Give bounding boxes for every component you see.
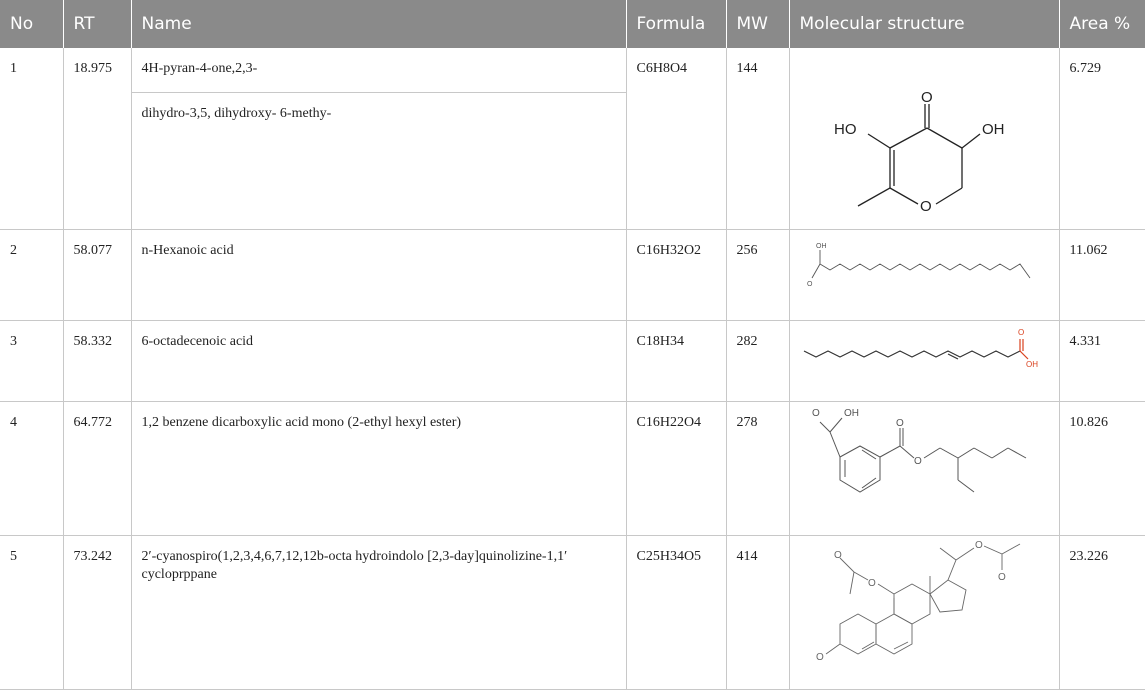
cell-area: 11.062 (1059, 229, 1145, 320)
header-mw: MW (726, 0, 789, 48)
cell-rt: 64.772 (63, 401, 131, 535)
cell-area: 23.226 (1059, 535, 1145, 689)
header-row (0, 0, 1145, 48)
cell-mw: 414 (726, 535, 789, 689)
cell-area: 10.826 (1059, 401, 1145, 535)
header-no: No (0, 0, 63, 48)
table-row (0, 535, 1145, 689)
cell-mw: 144 (726, 48, 789, 229)
atom-label: O (1017, 327, 1024, 337)
cell-no: 2 (0, 229, 63, 320)
atom-label: O (815, 651, 824, 663)
cell-rt: 73.242 (63, 535, 131, 689)
cell-formula: C16H32O2 (626, 229, 726, 320)
cell-no: 3 (0, 320, 63, 401)
structure-octadecenoic-acid (790, 321, 1060, 401)
cell-no: 4 (0, 401, 63, 535)
structure-pyranone (790, 48, 1060, 228)
header-formula: Formula (626, 0, 726, 48)
atom-label: O (833, 549, 842, 561)
cell-name: 2′-cyanospiro(1,2,3,4,6,7,12,12b-octa hydroindolo [2,3-day]quinolizine-1,1′ cycloprppane (131, 535, 626, 689)
table-row (0, 401, 1145, 535)
cell-structure (789, 320, 1059, 401)
atom-label: OH (815, 242, 826, 250)
cell-mw: 282 (726, 320, 789, 401)
cell-area: 6.729 (1059, 48, 1145, 229)
cell-rt: 18.975 (63, 48, 131, 229)
atom-label: OH (981, 121, 1004, 138)
atom-label: O (974, 539, 983, 551)
atom-label: OH (843, 407, 859, 419)
atom-label: O (919, 198, 932, 215)
atom-label: HO (833, 121, 856, 138)
atom-label: OH (1025, 359, 1038, 369)
cell-formula: C6H8O4 (626, 48, 726, 229)
name-line-2: dihydro-3,5, dihydroxy- 6-methy- (141, 106, 332, 121)
table-row (0, 320, 1145, 401)
cell-formula: C18H34 (626, 320, 726, 401)
cell-mw: 278 (726, 401, 789, 535)
header-name: Name (131, 0, 626, 48)
cell-no: 5 (0, 535, 63, 689)
atom-label: O (811, 407, 820, 419)
header-area: Area % (1059, 0, 1145, 48)
atom-label: O (997, 571, 1006, 583)
structure-steroid (790, 536, 1060, 689)
table-row (0, 229, 1145, 320)
cell-name: 1,2 benzene dicarboxylic acid mono (2-ethyl hexyl ester) (131, 401, 626, 535)
atom-label: O (920, 89, 933, 106)
cell-mw: 256 (726, 229, 789, 320)
atom-label: O (867, 577, 876, 589)
cell-structure (789, 401, 1059, 535)
cell-name: n-Hexanoic acid (131, 229, 626, 320)
cell-area: 4.331 (1059, 320, 1145, 401)
cell-structure (789, 229, 1059, 320)
cell-no: 1 (0, 48, 63, 229)
header-rt: RT (63, 0, 131, 48)
cell-name: 6-octadecenoic acid (131, 320, 626, 401)
name-line-1: 4H-pyran-4-one,2,3- (132, 48, 626, 93)
header-structure: Molecular structure (789, 0, 1059, 48)
cell-formula: C16H22O4 (626, 401, 726, 535)
structure-fatty-acid-chain (790, 230, 1060, 320)
atom-label: O (913, 455, 922, 467)
cell-name (131, 48, 626, 229)
cell-structure (789, 535, 1059, 689)
table-row (0, 48, 1145, 229)
cell-rt: 58.077 (63, 229, 131, 320)
structure-phthalate-ester (790, 402, 1060, 535)
cell-formula: C25H34O5 (626, 535, 726, 689)
cell-structure (789, 48, 1059, 229)
cell-rt: 58.332 (63, 320, 131, 401)
atom-label: O (806, 280, 812, 288)
atom-label: O (895, 417, 904, 429)
